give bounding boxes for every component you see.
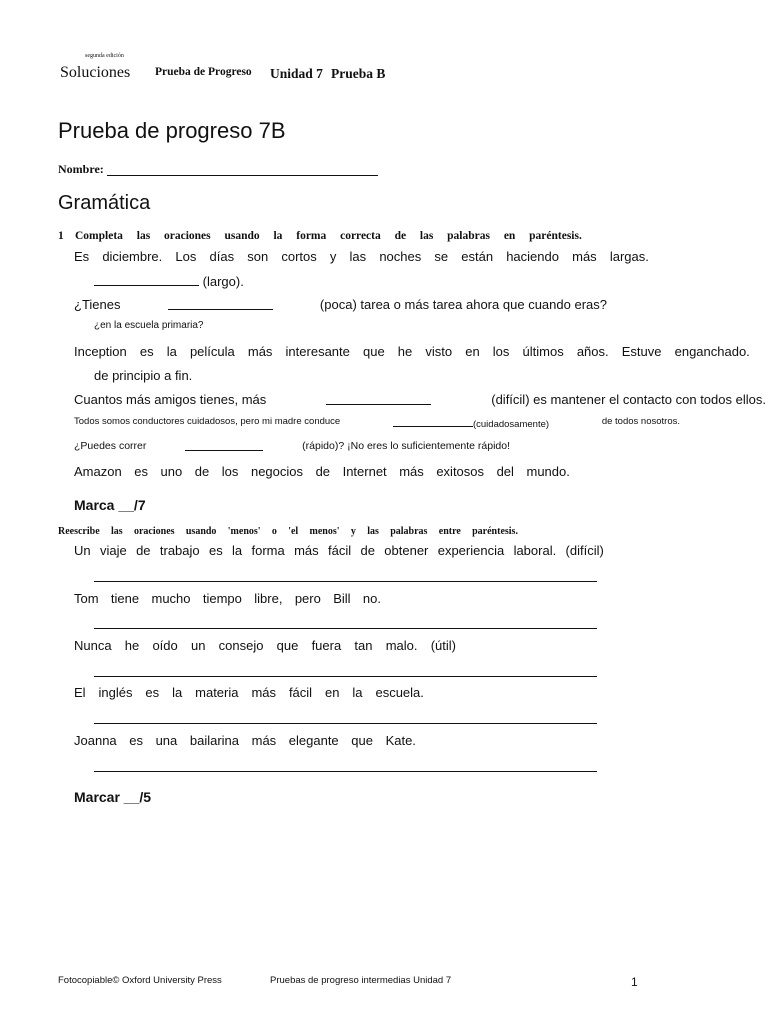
word: Estuve — [621, 344, 662, 359]
word: de — [601, 416, 613, 427]
word: en — [503, 230, 516, 242]
word: más — [247, 344, 273, 359]
word: son — [247, 249, 269, 264]
word: elegante — [288, 733, 339, 748]
word: fácil — [288, 685, 313, 700]
word: Cuantos — [74, 392, 123, 407]
edition-label: segunda edición — [85, 53, 124, 59]
sentence-7 — [74, 464, 570, 479]
answer-blank[interactable] — [393, 416, 473, 427]
word: las — [419, 230, 434, 242]
sentence-6 — [74, 440, 510, 452]
word: experiencia — [437, 543, 505, 558]
sentence-1-continuation: (largo). — [94, 273, 244, 289]
word: Completa — [75, 230, 123, 242]
word: diciembre. — [102, 249, 163, 264]
word: de — [360, 543, 375, 558]
word: Reescribe — [58, 526, 100, 537]
word: inglés — [98, 685, 133, 700]
name-label: Nombre: — [58, 162, 104, 176]
sentence-4 — [74, 392, 766, 407]
word: una — [155, 733, 178, 748]
word: eras? — [574, 297, 607, 312]
word: pero — [294, 591, 321, 606]
word: es — [139, 344, 154, 359]
word: (poca) — [319, 297, 357, 312]
word: (útil) — [430, 638, 456, 653]
word: Kate. — [385, 733, 416, 748]
answer-blank[interactable] — [326, 392, 431, 405]
word: uno — [160, 464, 183, 479]
word: fácil — [328, 543, 352, 558]
word: tarea — [360, 297, 391, 312]
word: y — [350, 526, 356, 537]
exercise-1-score: Marca __/7 — [74, 497, 146, 513]
word: es — [533, 392, 547, 407]
word: escuela. — [375, 685, 424, 700]
word: eres — [366, 440, 388, 452]
word: tiempo — [202, 591, 242, 606]
word: Un — [74, 543, 91, 558]
word: consejo — [218, 638, 264, 653]
word: tan — [354, 638, 373, 653]
answer-blank[interactable] — [94, 273, 199, 286]
word: todos — [700, 392, 732, 407]
word: visto — [425, 344, 453, 359]
word: oído — [152, 638, 178, 653]
word: ahora — [465, 297, 500, 312]
answer-line[interactable] — [94, 581, 597, 582]
word: suficientemente — [401, 440, 475, 452]
word: usando — [224, 230, 260, 242]
sentence-5: Todos somos conductores cuidadosos, pero mi madre conduce (cuidadosamente) de todos nosotros. — [74, 416, 680, 430]
word: más — [251, 685, 276, 700]
word: palabras — [390, 526, 428, 537]
word: la — [273, 230, 283, 242]
word: exitosos — [436, 464, 485, 479]
word: fuera — [311, 638, 342, 653]
word: paréntesis. — [529, 230, 582, 242]
word: conductores — [132, 416, 185, 427]
rewrite-sentence-5 — [74, 733, 416, 748]
exercise-2-score: Marcar __/5 — [74, 789, 152, 805]
word: tienes, — [199, 392, 239, 407]
exercise-number: 1 — [58, 230, 64, 242]
footer-copyright: Fotocopiable© Oxford University Press — [58, 975, 222, 986]
word: viaje — [99, 543, 127, 558]
word: película — [189, 344, 235, 359]
word: madre — [274, 416, 302, 427]
word: con — [675, 392, 697, 407]
word: más — [294, 543, 319, 558]
word: todos — [615, 416, 639, 427]
footer-series: Pruebas de progreso intermedias Unidad 7 — [270, 975, 452, 986]
word: obtener — [384, 543, 429, 558]
word: que — [276, 638, 299, 653]
word: oraciones — [133, 526, 175, 537]
word: en — [465, 344, 480, 359]
word: o — [393, 297, 401, 312]
word: mundo. — [526, 464, 570, 479]
word: más — [399, 464, 424, 479]
word: he — [397, 344, 413, 359]
word: (difícil) — [491, 392, 530, 407]
word: negocios — [250, 464, 304, 479]
word: Nunca — [74, 638, 112, 653]
word: las — [136, 230, 151, 242]
word: están — [461, 249, 494, 264]
word: los — [492, 344, 510, 359]
word: 'menos' — [227, 526, 261, 537]
exercise-2-instruction — [58, 526, 518, 537]
rewrite-sentence-3 — [74, 638, 456, 653]
word: forma — [251, 543, 285, 558]
word: las — [367, 526, 379, 537]
word: tarea — [432, 297, 463, 312]
grammar-heading: Gramática — [58, 192, 151, 214]
word: que — [502, 297, 525, 312]
word: la — [172, 685, 183, 700]
word: de — [194, 464, 210, 479]
word: la — [232, 543, 243, 558]
word: un — [190, 638, 206, 653]
word: las — [110, 526, 123, 537]
word: mantener — [550, 392, 606, 407]
answer-line[interactable] — [94, 628, 597, 629]
word: Joanna — [74, 733, 117, 748]
word: es — [134, 464, 148, 479]
word: oraciones — [164, 230, 211, 242]
word: más — [251, 733, 277, 748]
word: lo — [390, 440, 399, 452]
word: la — [166, 344, 177, 359]
word: forma — [296, 230, 327, 242]
rewrite-sentence-1 — [74, 543, 604, 558]
word: más — [241, 392, 267, 407]
word: paréntesis. — [472, 526, 518, 537]
word: El — [74, 685, 86, 700]
word: Tom — [74, 591, 99, 606]
page-title: Prueba de progreso 7B — [58, 118, 286, 143]
word: últimos — [522, 344, 564, 359]
word: (rápido)? — [302, 440, 345, 452]
word: conduce — [304, 416, 341, 427]
test-label: Prueba B — [331, 66, 386, 81]
word: malo. — [385, 638, 418, 653]
word: no. — [362, 591, 381, 606]
word: largas. — [609, 249, 649, 264]
sentence-3 — [74, 344, 750, 359]
word: tiene — [110, 591, 140, 606]
answer-blank[interactable] — [168, 297, 273, 310]
word: correcta — [340, 230, 381, 242]
word: las — [349, 249, 367, 264]
word: interesante — [285, 344, 350, 359]
unit-label: Unidad 7 — [270, 66, 323, 81]
word: (difícil) — [565, 543, 604, 558]
answer-line[interactable] — [94, 676, 597, 677]
sentence-2 — [74, 297, 607, 312]
brand-logo: Soluciones — [60, 64, 131, 81]
word: Internet — [342, 464, 387, 479]
word: usando — [185, 526, 217, 537]
word: el — [609, 392, 620, 407]
page-number: 1 — [631, 975, 638, 989]
word: de — [394, 230, 407, 242]
word: que — [362, 344, 385, 359]
word: ellos. — [735, 392, 766, 407]
word: Es — [74, 249, 90, 264]
word: es — [145, 685, 160, 700]
word: ¿Puedes — [74, 440, 117, 452]
test-type-label: Prueba de Progreso — [155, 66, 252, 78]
word: del — [496, 464, 514, 479]
word: más — [572, 249, 597, 264]
word: de — [315, 464, 331, 479]
word: pero — [240, 416, 260, 427]
word: mucho — [151, 591, 191, 606]
word: entre — [438, 526, 461, 537]
word: Amazon — [74, 464, 122, 479]
word: menos' — [309, 526, 340, 537]
word: más — [404, 297, 430, 312]
word: más — [126, 392, 151, 407]
word: Bill — [333, 591, 351, 606]
rewrite-sentence-4 — [74, 685, 424, 700]
word: he — [124, 638, 140, 653]
word: días — [209, 249, 235, 264]
word: enganchado. — [674, 344, 750, 359]
word: cortos — [281, 249, 317, 264]
word: cuando — [528, 297, 571, 312]
word: se — [434, 249, 449, 264]
word: la — [352, 685, 363, 700]
word: es — [208, 543, 223, 558]
word: laboral. — [513, 543, 557, 558]
sentence-2-continuation: ¿en la escuela primaria? — [94, 320, 204, 331]
word: que — [351, 733, 373, 748]
word: de — [136, 543, 151, 558]
word: amigos — [154, 392, 197, 407]
sentence-3-continuation: de principio a fin. — [94, 368, 193, 383]
word: libre, — [254, 591, 283, 606]
word: en — [325, 685, 340, 700]
sentence-1 — [74, 249, 649, 264]
word: Inception — [74, 344, 127, 359]
word: contacto — [622, 392, 672, 407]
word: rápido! — [477, 440, 510, 452]
word: años. — [576, 344, 609, 359]
rewrite-sentence-2 — [74, 591, 381, 606]
word: Todos — [74, 416, 100, 427]
name-answer-line[interactable] — [107, 175, 378, 176]
exercise-1-instruction — [75, 230, 582, 242]
word: noches — [379, 249, 422, 264]
word: y — [329, 249, 337, 264]
word: mi — [262, 416, 273, 427]
word: 'el — [288, 526, 299, 537]
word: ¡No — [347, 440, 365, 452]
answer-blank[interactable] — [185, 440, 263, 451]
word: Los — [175, 249, 197, 264]
word: palabras — [447, 230, 490, 242]
answer-line[interactable] — [94, 771, 597, 772]
word: cuidadosos, — [187, 416, 238, 427]
word: correr — [118, 440, 147, 452]
answer-line[interactable] — [94, 723, 597, 724]
word: los — [221, 464, 239, 479]
word: bailarina — [189, 733, 240, 748]
word: es — [129, 733, 143, 748]
word: o — [271, 526, 277, 537]
word: trabajo — [159, 543, 200, 558]
word: materia — [195, 685, 239, 700]
word: haciendo — [506, 249, 559, 264]
word: somos — [102, 416, 130, 427]
word: nosotros. — [640, 416, 680, 427]
word: ¿Tienes — [74, 297, 121, 312]
